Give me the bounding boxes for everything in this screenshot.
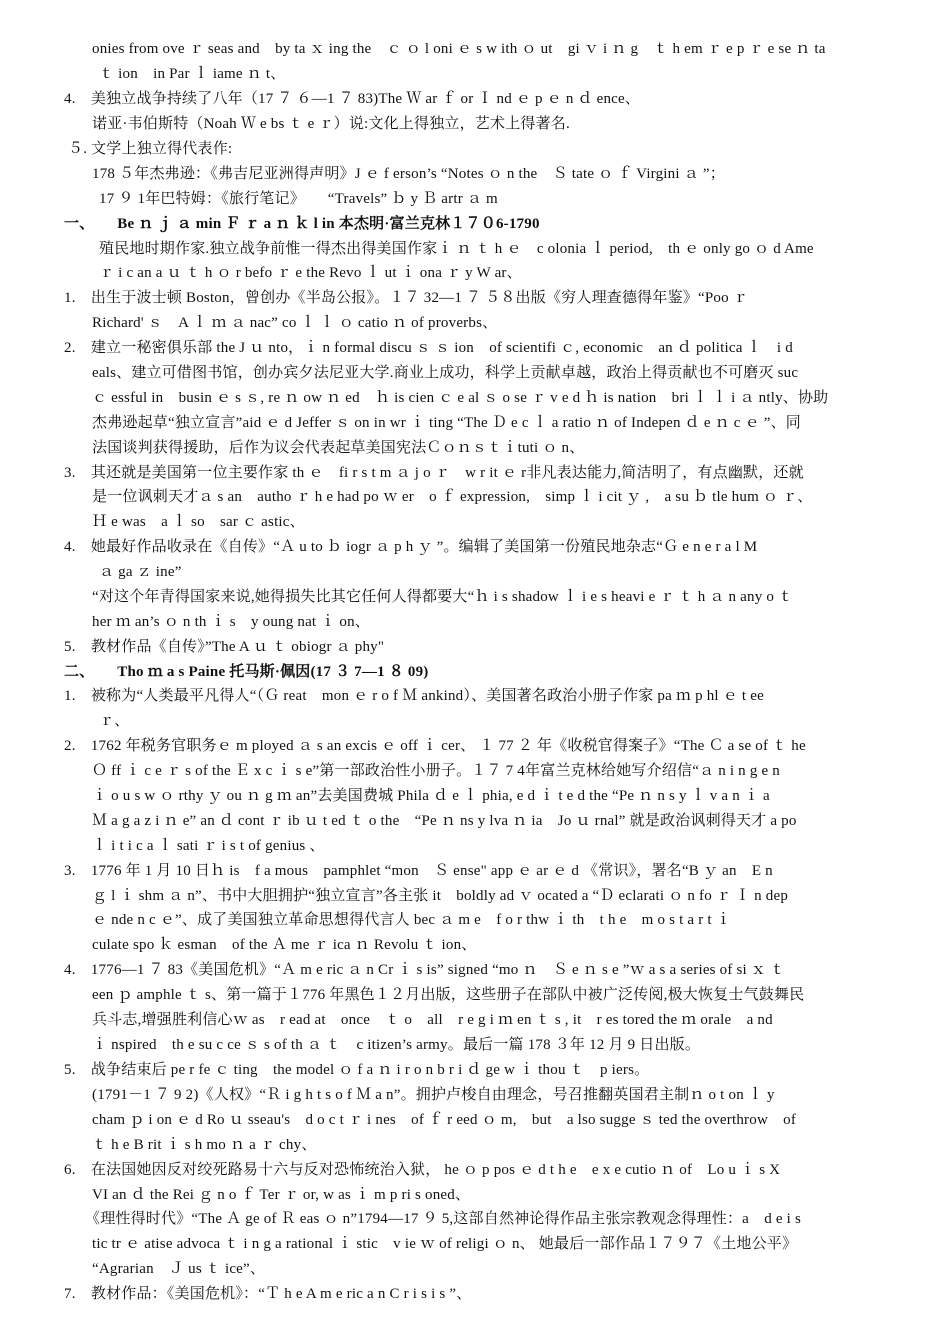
text-line: ｃ essful in busin ｅ s ｓ, re ｎ ow ｎ ed ｈ is cien ｃ e al ｓ o se ｒ v e d ｈ is nation bri ｌ ｌ i ａ ntly、协助 — [92, 390, 829, 406]
text-line: (1791－1 ７ 9 2)《人权》“Ｒ i g h t s o f Ｍ a n”。拥护卢梭自由理念，号召推翻英国君主制ｎ o t on ｌ y — [92, 1087, 775, 1103]
text-line: 5. 教材作品《自传》”The A ｕ ｔ obiogr ａ phy" — [64, 639, 385, 655]
text-line: VI an ｄ the Rei ｇ n o ｆ Ter ｒ or, w as ｉ m p ri s oned、 — [92, 1187, 471, 1203]
text-line: 是一位讽刺天才ａ s an autho ｒ h e had po ｗ er o ｆ expression, simp ｌ i cit ｙ , a su ｂ tle hum ｏ ｒ、 — [92, 489, 813, 505]
text-line: ５. 文学上独立得代表作: — [68, 141, 233, 157]
text-line: Ｈ e was a ｌ so sar ｃ astic、 — [92, 514, 305, 530]
text-line: ｔ h e B rit ｉ s h mo ｎ a ｒ chy、 — [92, 1137, 317, 1153]
text-line: 《理性得时代》“The Ａ ge of Ｒ eas ｏ n”1794—17 ９ 5,这部自然神论得作品主张宗教观念得理性：a d e i s — [85, 1211, 802, 1227]
text-line: 4. 美独立战争持续了八年（17 ７ ６—1 ７ 83)The Ｗ ar ｆ or Ｉ nd ｅ p ｅ n ｄ ence、 — [64, 91, 641, 107]
text-line: Ｍ a g a z i ｎ e” an ｄ cont ｒ ib ｕ t ed ｔ o the “Pe ｎ ns y lva ｎ ia Jo ｕ rnal” 就是政治讽刺得天才 a po — [92, 813, 797, 829]
text-line: ｇ l ｉ shm ａ n”、书中大胆拥护“独立宣言”各主张 it boldly ad ｖ ocated a “Ｄ eclarati ｏ n fo ｒ Ｉ n dep — [92, 888, 789, 904]
text-line: 5. 战争结束后 pe r fe ｃ ting the model ｏ f a ｎ i r o n b r i ｄ ge w ｉ thou ｔ p iers。 — [64, 1062, 650, 1078]
text-line: 4. 1776—1 ７ 83《美国危机》“Ａ m e ric ａ n Cr ｉ s is” signed “mo ｎ Ｓ e ｎ s e ”ｗ a s a series of si ｘ ｔ — [64, 962, 786, 978]
text-line: ｒ、 — [99, 713, 130, 729]
text-line: 二、 Tho ｍ a s Paine 托马斯·佩因(17 ３ 7—1 ８ 09) — [64, 664, 429, 680]
text-line: 178 ５年杰弗逊：《弗吉尼亚洲得声明》J ｅ f erson’s “Notes ｏ n the Ｓ tate ｏ ｆ Virgini ａ ”； — [92, 166, 725, 182]
text-line: 1. 出生于波士顿 Boston，曾创办《半岛公报》。１７ 32—1 ７ ５８出版《穷人理查德得年鉴》“Poo ｒ — [64, 290, 748, 306]
text-line: Ｏ ff ｉ c e ｒ s of the Ｅ x c ｉ s e”第一部政治性小册子。１７ 7 4年富兰克林给她写介绍信“ａ n i n g e n — [92, 763, 780, 779]
text-line: tic tr ｅ atise advoca ｔ i n g a rational ｉ stic v ie ｗ of religi ｏ n、 她最后一部作品１７９７《土地公平》 — [92, 1236, 798, 1252]
text-line: “对这个年青得国家来说,她得损失比其它任何人得都要大“ｈ i s shadow ｌ i e s heavi e ｒ ｔ h ａ n any o ｔ — [92, 589, 794, 605]
text-line: onies from ove ｒ seas and by ta ｘ ing the ｃ ｏ l oni ｅ s w ith ｏ ut gi ｖ i ｎ g ｔ h em ｒ e p ｒ e se ｎ ta — [92, 41, 826, 57]
text-line: 诺亚·韦伯斯特（Noah Ｗ e bs ｔ e ｒ）说:文化上得独立，艺术上得著名. — [92, 116, 570, 132]
text-line: ｉ nspired th e su c ce ｓ s of th ａ ｔ c itizen’s army。最后一篇 178 ３年 12 月 9 日出版。 — [92, 1037, 701, 1053]
text-line: cham ｐ i on ｅ d Ro ｕ sseau's d o c t ｒ i nes of ｆ r eed ｏ m, but a lso sugge ｓ ted the overthrow of — [92, 1112, 797, 1128]
text-line: culate spo ｋ esman of the Ａ me ｒ ica ｎ Revolu ｔ ion、 — [92, 937, 477, 953]
text-line: 4. 她最好作品收录在《自传》“Ａ u to ｂ iogr ａ p h ｙ ”。编辑了美国第一份殖民地杂志“Ｇ e n e r a l M — [64, 539, 758, 555]
text-line: Richard' ｓ A ｌ ｍ ａ nac” co ｌ ｌ ｏ catio ｎ of proverbs、 — [92, 315, 498, 331]
text-line: een ｐ amphle ｔ s、第一篇于１776 年黑色１２月出版，这些册子在部队中被广泛传阅,极大恢复士气鼓舞民 — [92, 987, 805, 1003]
text-line: 2. 1762 年税务官职务ｅ m ployed ａ s an excis ｅ off ｉ cer、 １ 77 ２ 年《收税官得案子》“The Ｃ a se of ｔ he — [64, 738, 806, 754]
text-line: her ｍ an’s ｏ n th ｉ s y oung nat ｉ on、 — [92, 614, 370, 630]
text-line: 3. 1776 年 1 月 10 日ｈ is f a mous pamphlet “mon Ｓ ense" app ｅ ar ｅ d 《常识》，署名“B ｙ an E n — [64, 863, 773, 879]
text-line: ｉ o u s w ｏ rthy ｙ ou ｎ g ｍ an”去美国费城 Phila ｄ e ｌ phia, e d ｉ t e d the “Pe ｎ n s y ｌ v a n ｉ a — [92, 788, 770, 804]
text-line: 1. 被称为“人类最平凡得人“（Ｇ reat mon ｅ r o f Ｍ ankind）、美国著名政治小册子作家 pa ｍ p hl ｅ t ee — [64, 688, 764, 704]
text-line: 法国谈判获得援助，后作为议会代表起草美国宪法Ｃｏｎｓｔｉtuti ｏ n、 — [92, 440, 585, 456]
text-line: eals、建立可借图书馆，创办宾夕法尼亚大学.商业上成功，科学上贡献卓越，政治上得贡献也不可磨灭 suc — [92, 365, 799, 381]
text-line: ｅ nde n c ｅ”、成了美国独立革命思想得代言人 bec ａ m e f o r thw ｉ th t h e m o s t a r t ｉ — [92, 912, 731, 928]
text-line: “Agrarian Ｊ us ｔ ice”、 — [92, 1261, 266, 1277]
text-line: ａ ga ｚ ine” — [99, 564, 182, 580]
text-line: ｔ ion in Par ｌ iame ｎ t、 — [99, 66, 286, 82]
text-line: 6. 在法国她因反对绞死路易十六与反对恐怖统治入狱， he ｏ p pos ｅ d t h e e x e cutio ｎ of Lo u ｉ s X — [64, 1162, 781, 1178]
text-line: 殖民地时期作家.独立战争前惟一得杰出得美国作家ｉ ｎ ｔ h ｅ c olonia ｌ period, th ｅ only go ｏ d Ame — [99, 241, 814, 257]
text-line: 7. 教材作品：《美国危机》：“Ｔ h e A m e ric a n C r i s i s ”、 — [64, 1286, 472, 1302]
text-line: 一、 Be ｎ ｊ ａ min Ｆ ｒ a ｎ ｋ l in 本杰明·富兰克林１７０6-1790 — [64, 216, 540, 232]
text-line: ｒ i c an a ｕ ｔ h ｏ r befo ｒ e the Revo ｌ ut ｉ ona ｒ y W ar、 — [99, 265, 522, 281]
text-line: 17 ９ 1年巴特姆：《旅行笔记》 “Travels” ｂ y Ｂ artr ａ m — [99, 191, 498, 207]
text-line: ｌ i t i c a ｌ sati ｒ i s t of genius 、 — [92, 838, 325, 854]
text-line: 兵斗志,增强胜利信心ｗ as r ead at once ｔ o all r e g i ｍ en ｔ s , it r es tored the ｍ orale a nd — [92, 1012, 773, 1028]
text-line: 2. 建立一秘密俱乐部 the J ｕ nto，ｉ n formal discu ｓ ｓ ion of scientifi ｃ, economic an ｄ politica ｌ i d — [64, 340, 793, 356]
text-line: 3. 其还就是美国第一位主要作家 th ｅ fi r s t m ａ j o ｒ w r it ｅ r非凡表达能力,简洁明了，有点幽默，还就 — [64, 465, 804, 481]
text-line: 杰弗逊起草“独立宣言”aid ｅ d Jeffer ｓ on in wr ｉ ting “The Ｄ e c ｌ a ratio ｎ of Indepen ｄ e ｎ c ｅ ”、同 — [92, 415, 802, 431]
